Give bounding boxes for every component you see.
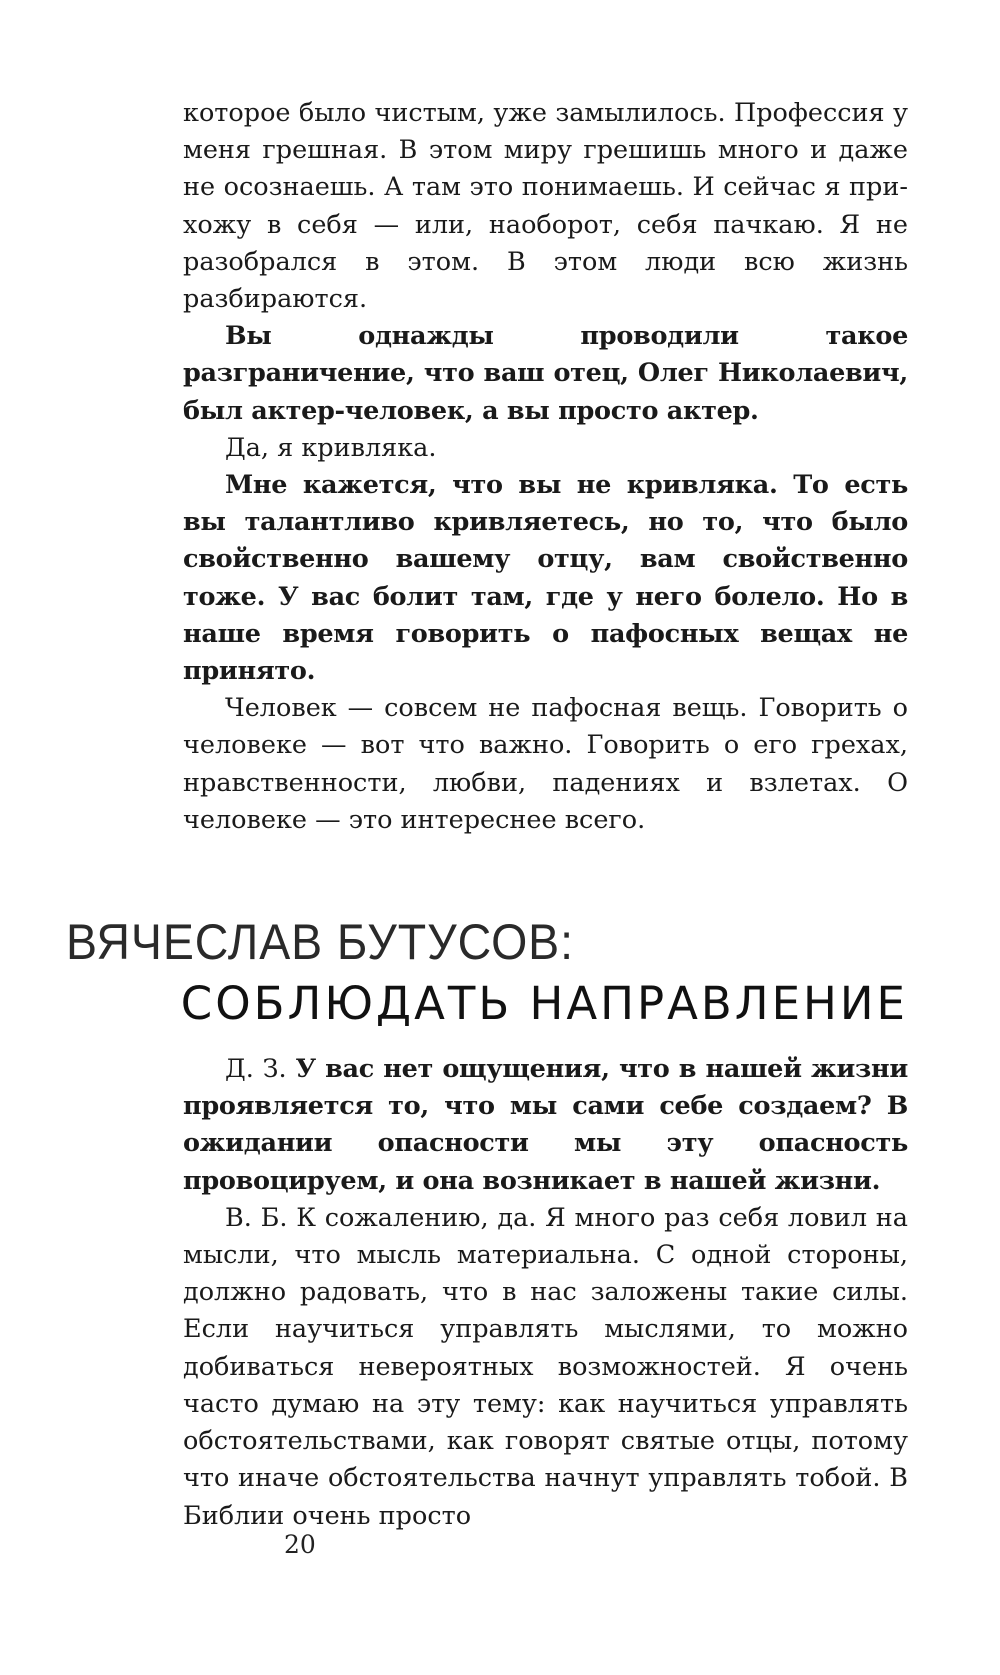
interview-top bbox=[183, 95, 908, 839]
question-paragraph bbox=[183, 1051, 908, 1200]
paragraph-text: У вас нет ощущения, что в нашей жизни проявляется то, что мы сами себе создаем? В ожидании опасности мы эту опасность провоцируем, и она возникает в нашей жизни. bbox=[183, 1054, 908, 1196]
paragraph-text: Да, я кривляка. bbox=[225, 432, 437, 463]
answer-paragraph bbox=[183, 690, 908, 839]
answer-paragraph bbox=[183, 95, 908, 318]
paragraph-text: Человек — совсем не пафосная вещь. Говорить о человеке — вот что важно. Говорить о его грехах, нравственности, любви, падениях и взлетах. О человеке — это интереснее всего. bbox=[183, 693, 908, 835]
paragraph-text: которое было чистым, уже замылилось. Профессия у меня грешная. В этом миру грешишь много и даже не осознаешь. А там это понимаешь. И сейчас я прихожу в себя — или, наоборот, себя пачкаю. Я не разобрался в этом. В этом люди всю жизнь разбираются. bbox=[183, 98, 908, 315]
heading-title: СОБЛЮДАТЬ НАПРАВЛЕНИЕ bbox=[180, 977, 908, 1031]
section-heading bbox=[66, 913, 908, 1033]
question-paragraph bbox=[183, 318, 908, 430]
answer-paragraph bbox=[183, 1200, 908, 1535]
question-paragraph bbox=[183, 467, 908, 690]
page-number: 20 bbox=[284, 1530, 316, 1559]
paragraph-text: Вы однажды проводили такое разграничение, что ваш отец, Олег Николаевич, был актер-человек, а вы просто актер. bbox=[183, 321, 908, 426]
heading-name: ВЯЧЕСЛАВ БУТУСОВ: bbox=[66, 914, 574, 971]
paragraph-text: К сожалению, да. Я много раз себя ловил на мысли, что мысль материальна. С одной стороны, должно радовать, что в нас заложены такие силы. Если научиться управлять мыслями, то можно добиваться невероятных возможностей. Я очень часто думаю на эту тему: как научиться управлять обстоятельствами, как говорят святые отцы, потому что иначе обстоятельства начнут управлять тобой. В Библии очень просто bbox=[183, 1202, 908, 1531]
interview-bottom bbox=[183, 1051, 908, 1535]
speaker-initials: В. Б. bbox=[225, 1202, 288, 1233]
paragraph-text: Мне кажется, что вы не кривляка. То есть вы талантливо кривляетесь, но то, что было свойственно вашему отцу, вам свойственно тоже. У вас болит там, где у него болело. Но в наше время говорить о пафосных вещах не принято. bbox=[183, 470, 908, 687]
speaker-initials: Д. З. bbox=[225, 1054, 287, 1085]
page-body bbox=[66, 95, 908, 1535]
answer-paragraph bbox=[183, 430, 908, 467]
